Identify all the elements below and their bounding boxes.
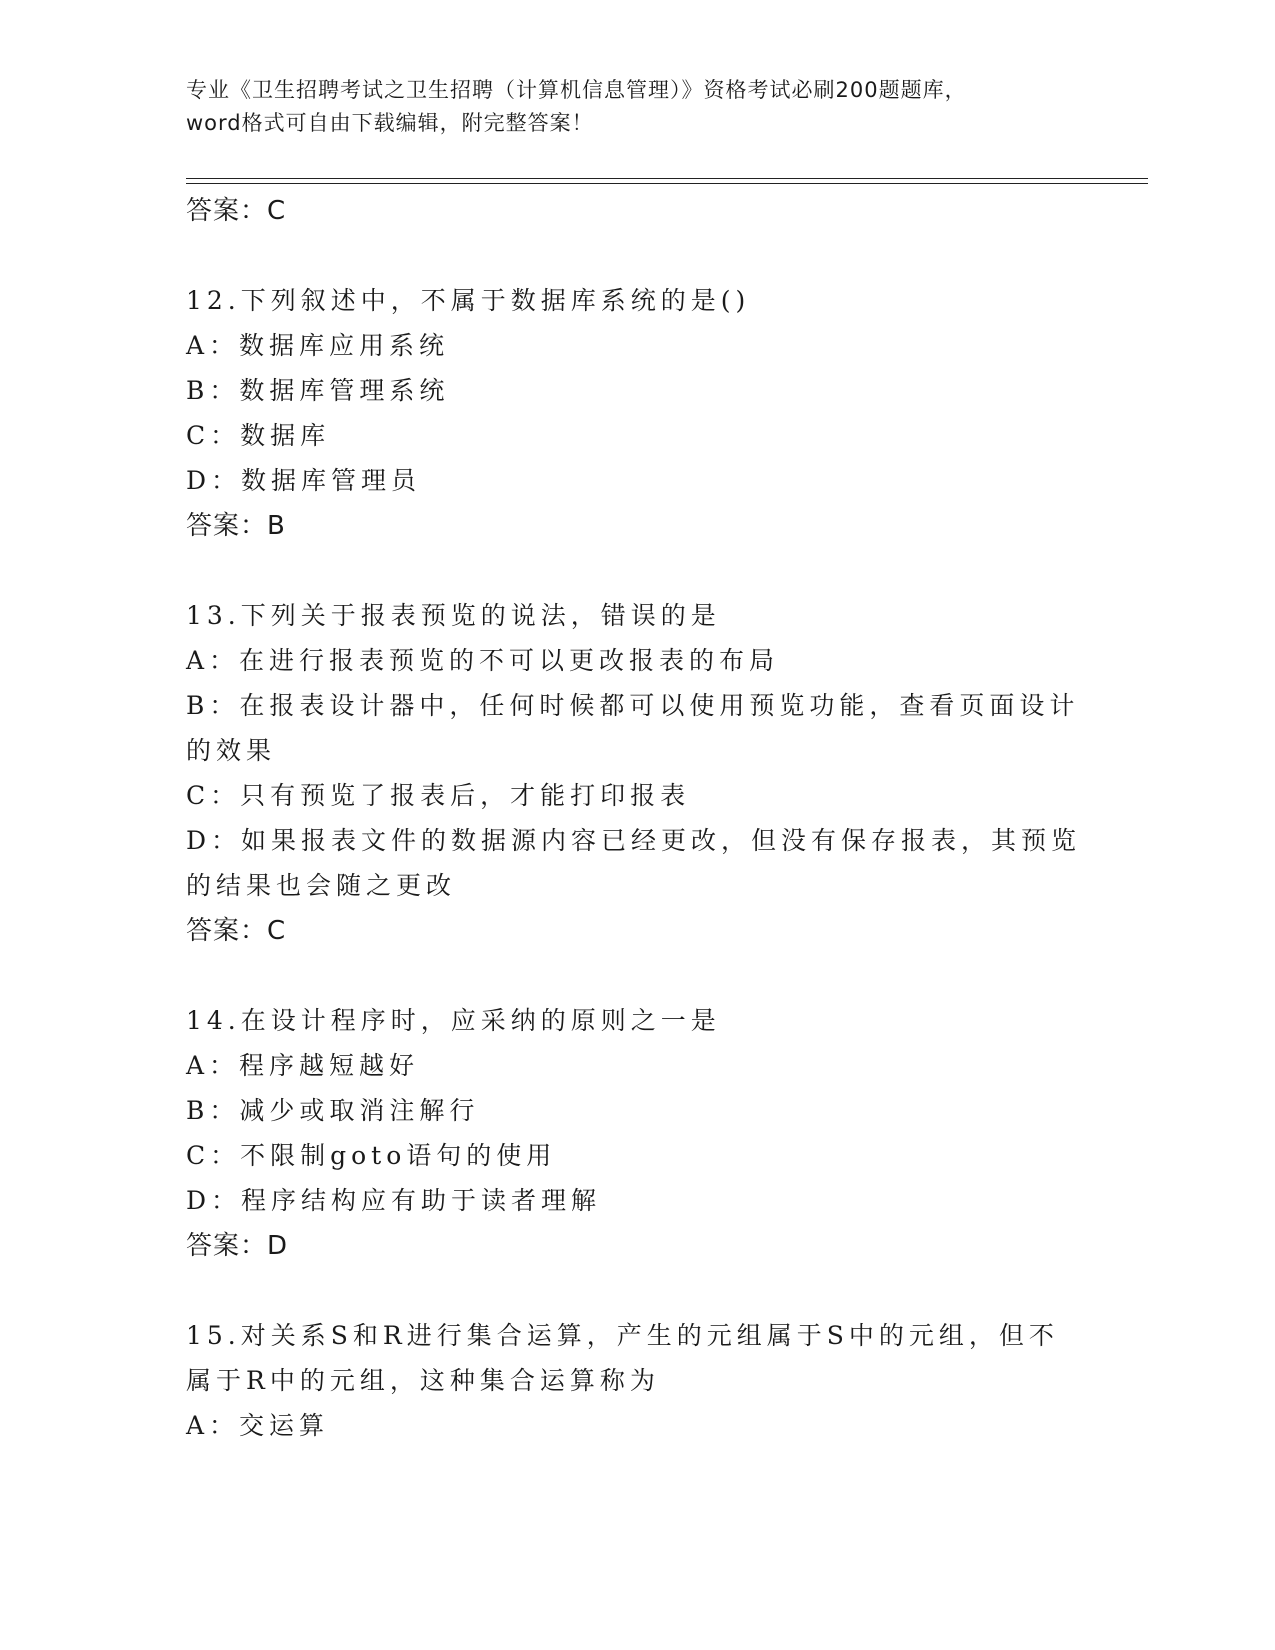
answer-line: 答案：B [186, 511, 286, 541]
option-d: D：如果报表文件的数据源内容已经更改，但没有保存报表，其预览的结果也会随之更改 [186, 826, 1082, 900]
option-a: A：数据库应用系统 [186, 331, 450, 360]
answer-line: 答案：C [186, 196, 287, 226]
option-c: C：数据库 [186, 421, 331, 450]
option-a: A：程序越短越好 [186, 1051, 420, 1080]
option-a: A：在进行报表预览的不可以更改报表的布局 [186, 646, 780, 675]
header-line-1: 专业《卫生招聘考试之卫生招聘（计算机信息管理）》资格考试必刷200题题库， [186, 78, 967, 102]
option-c: C：不限制goto语句的使用 [186, 1141, 557, 1170]
option-c: C：只有预览了报表后，才能打印报表 [186, 781, 691, 810]
header-divider-bottom [186, 183, 1148, 184]
header-divider-top [186, 178, 1148, 179]
option-b: B：在报表设计器中，任何时候都可以使用预览功能，查看页面设计的效果 [186, 691, 1080, 765]
option-d: D：数据库管理员 [186, 466, 422, 495]
question-text: 13.下列关于报表预览的说法，错误的是 [186, 601, 721, 630]
option-b: B：数据库管理系统 [186, 376, 450, 405]
question-text: 15.对关系S和R进行集合运算，产生的元组属于S中的元组，但不属于R中的元组，这种集合运算称为 [186, 1321, 1059, 1395]
header-line-2: word格式可自由下载编辑，附完整答案！ [186, 111, 594, 135]
option-a: A：交运算 [186, 1411, 330, 1440]
answer-line: 答案：D [186, 1231, 289, 1261]
option-d: D：程序结构应有助于读者理解 [186, 1186, 602, 1215]
page-header [186, 74, 1086, 140]
question-text: 12.下列叙述中，不属于数据库系统的是() [186, 286, 751, 315]
question-list [186, 188, 1086, 1448]
option-b: B：减少或取消注解行 [186, 1096, 480, 1125]
question-text: 14.在设计程序时，应采纳的原则之一是 [186, 1006, 721, 1035]
answer-line: 答案：C [186, 916, 287, 946]
